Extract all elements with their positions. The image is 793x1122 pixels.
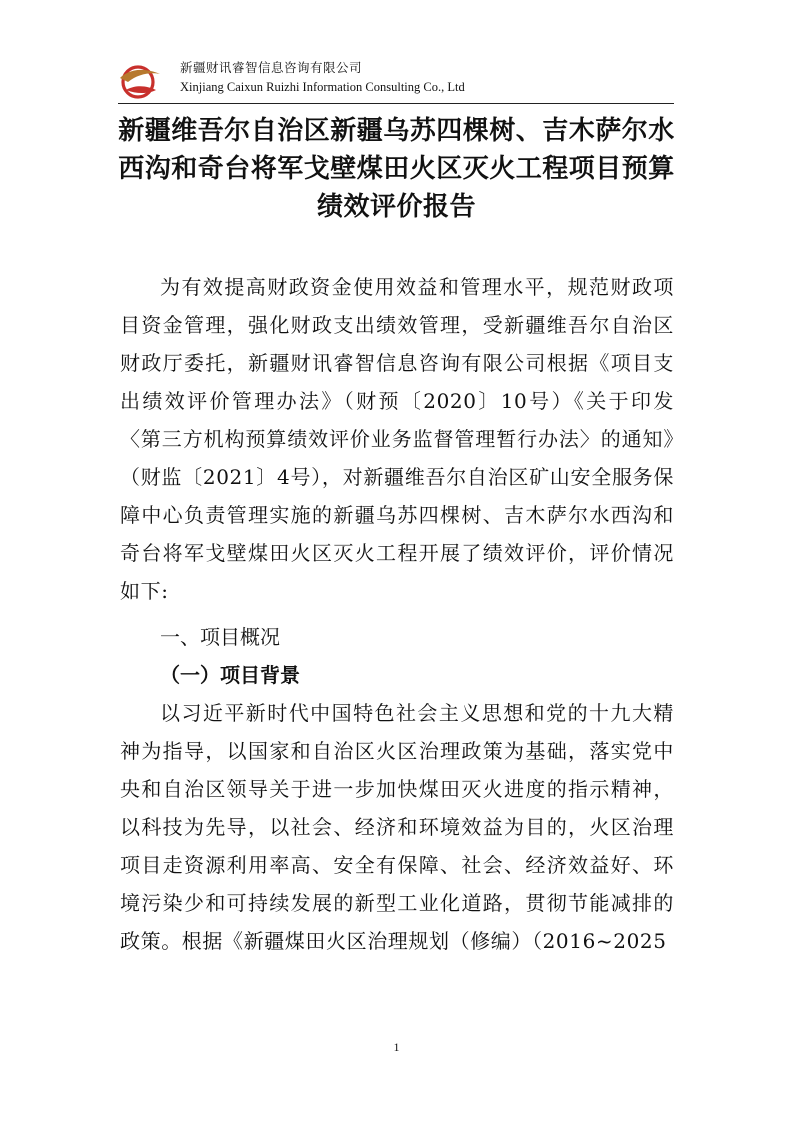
company-logo-icon — [118, 60, 162, 100]
section-heading-project-overview: 一、项目概况 — [160, 625, 280, 649]
page-number: 1 — [393, 1040, 400, 1054]
report-title: 新疆维吾尔自治区新疆乌苏四棵树、吉木萨尔水西沟和奇台将军戈壁煤田火区灭火工程项目预算绩效评价报告 — [118, 116, 675, 222]
header-divider — [118, 103, 674, 104]
company-name-en: Xinjiang Caixun Ruizhi Information Consulting Co., Ltd — [180, 80, 465, 94]
page-header — [118, 56, 674, 104]
company-name-cn: 新疆财讯睿智信息咨询有限公司 — [180, 60, 363, 75]
intro-paragraph: 为有效提高财政资金使用效益和管理水平，规范财政项目资金管理，强化财政支出绩效管理，受新疆维吾尔自治区财政厅委托，新疆财讯睿智信息咨询有限公司根据《项目支出绩效评价管理办法》（财预〔2020〕10号）《关于印发〈第三方机构预算绩效评价业务监督管理暂行办法〉的通知》（财监〔2021〕4号），对新疆维吾尔自治区矿山安全服务保障中心负责管理实施的新疆乌苏四棵树、吉木萨尔水西沟和奇台将军戈壁煤田火区灭火工程开展了绩效评价，评价情况如下: — [120, 275, 674, 603]
subsection-heading-project-background: （一）项目背景 — [160, 663, 300, 687]
report-body — [120, 268, 674, 960]
background-paragraph: 以习近平新时代中国特色社会主义思想和党的十九大精神为指导，以国家和自治区火区治理政策为基础，落实党中央和自治区领导关于进一步加快煤田灭火进度的指示精神，以科技为先导，以社会、经济和环境效益为目的，火区治理项目走资源利用率高、安全有保障、社会、经济效益好、环境污染少和可持续发展的新型工业化道路，贯彻节能减排的政策。根据《新疆煤田火区治理规划（修编）（2016~2025 — [120, 701, 674, 953]
